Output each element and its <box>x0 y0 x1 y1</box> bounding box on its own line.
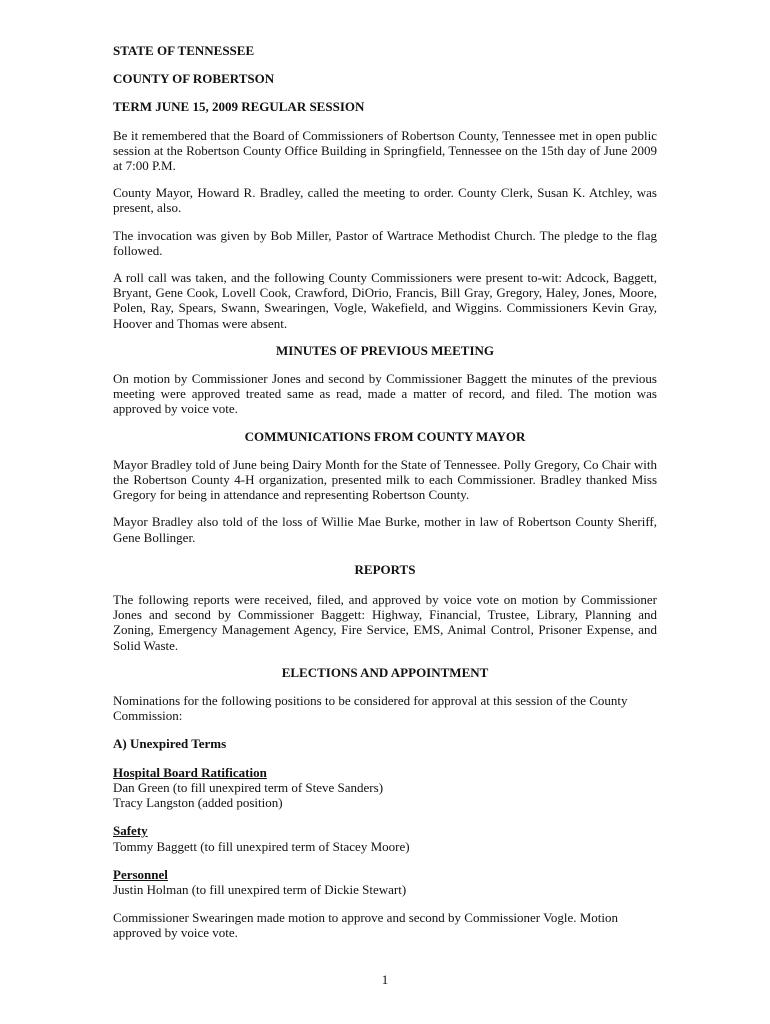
nomination-group-heading: Safety <box>113 823 148 839</box>
intro-paragraph-roll-call: A roll call was taken, and the following County Commissioners were present to-wit: Adcock, Baggett, Bryant, Gene Cook, Lovell Cook, Crawford, DiOrio, Francis, Bill Gray, Gregory, Haley, Jones, Moore, Polen, Ray, Spears, Swann, Swearingen, Vogle, Wakefield, and Wiggins. Commissioners Kevin Gray, Hoover and Thomas were absent. <box>113 270 657 331</box>
elections-section-title: ELECTIONS AND APPOINTMENT <box>281 664 489 680</box>
nomination-line: Tommy Baggett (to fill unexpired term of Stacey Moore) <box>113 838 410 854</box>
reports-section-title: REPORTS <box>354 561 416 577</box>
document-page <box>113 43 657 953</box>
nomination-group-safety <box>113 823 657 853</box>
nomination-group-hospital-board <box>113 765 657 811</box>
intro-paragraph-call-to-order: County Mayor, Howard R. Bradley, called the meeting to order. County Clerk, Susan K. Atchley, was present, also. <box>113 185 657 216</box>
communications-paragraph-dairy-month: Mayor Bradley told of June being Dairy Month for the State of Tennessee. Polly Gregory, Co Chair with the Robertson County 4-H organization, presented milk to each Commissioner. Bradley thanked Miss Gregory for being in attendance and representing Robertson County. <box>113 456 657 503</box>
minutes-paragraph: On motion by Commissioner Jones and second by Commissioner Baggett the minutes of the previous meeting were approved treated same as read, made a matter of record, and filed. The motion was approved by voice vote. <box>113 371 657 417</box>
nomination-group-heading: Personnel <box>113 866 168 882</box>
communications-paragraph-condolence: Mayor Bradley also told of the loss of Willie Mae Burke, mother in law of Robertson County Sheriff, Gene Bollinger. <box>113 514 657 545</box>
page-number: 1 <box>381 972 389 987</box>
nomination-group-personnel <box>113 867 657 897</box>
elections-intro-paragraph: Nominations for the following positions to be considered for approval at this session of the County Commission: <box>113 693 628 724</box>
communications-section-title: COMMUNICATIONS FROM COUNTY MAYOR <box>244 428 526 444</box>
intro-paragraph-invocation: The invocation was given by Bob Miller, Pastor of Wartrace Methodist Church. The pledge to the flag followed. <box>113 227 657 258</box>
nomination-line: Dan Green (to fill unexpired term of Steve Sanders) <box>113 779 384 795</box>
state-heading: STATE OF TENNESSEE <box>113 43 255 58</box>
term-heading: TERM JUNE 15, 2009 REGULAR SESSION <box>113 99 365 115</box>
unexpired-terms-subtitle: A) Unexpired Terms <box>113 735 227 751</box>
elections-motion-paragraph: Commissioner Swearingen made motion to approve and second by Commissioner Vogle. Motion approved by voice vote. <box>113 910 619 941</box>
nomination-line: Tracy Langston (added position) <box>113 795 283 811</box>
county-heading: COUNTY OF ROBERTSON <box>113 71 275 87</box>
nomination-group-heading: Hospital Board Ratification <box>113 764 267 780</box>
nomination-line: Justin Holman (to fill unexpired term of Dickie Stewart) <box>113 881 407 897</box>
minutes-section-title: MINUTES OF PREVIOUS MEETING <box>275 342 495 358</box>
intro-paragraph-meeting: Be it remembered that the Board of Commissioners of Robertson County, Tennessee met in open public session at the Robertson County Office Building in Springfield, Tennessee on the 15th day of June 2009 at 7:00 P.M. <box>113 127 657 174</box>
reports-paragraph: The following reports were received, filed, and approved by voice vote on motion by Commissioner Jones and second by Commissioner Baggett: Highway, Financial, Trustee, Library, Planning and Zoning, Emergency Management Agency, Fire Service, EMS, Animal Control, Prisoner Expense, and Solid Waste. <box>113 592 657 653</box>
